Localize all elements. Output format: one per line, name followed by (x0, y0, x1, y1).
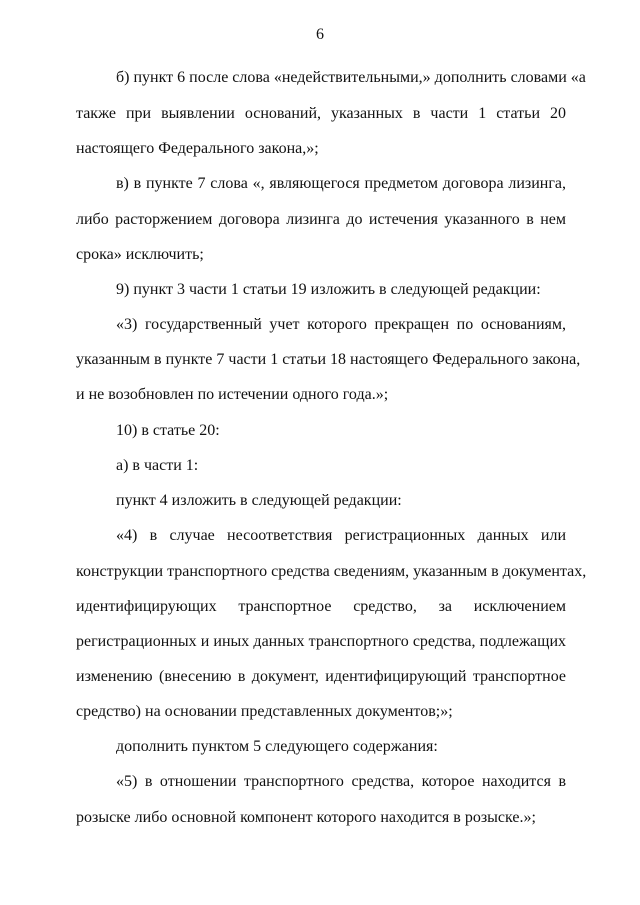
text-line: б) пункт 6 после слова «недействительными,» дополнить словами «а (116, 69, 586, 86)
text-line: изменению (внесению в документ, идентифицирующий транспортное (76, 668, 566, 685)
text-line: розыске либо основной компонент которого находится в розыске.»; (76, 809, 536, 826)
text-line: «4) в случае несоответствия регистрационных данных или (116, 527, 566, 544)
text-line: 10) в статье 20: (116, 422, 220, 439)
text-line: пункт 4 изложить в следующей редакции: (116, 492, 402, 509)
text-line: идентифицирующих транспортное средство, за исключением (76, 598, 566, 615)
page-number: 6 (316, 26, 324, 43)
text-line: срока» исключить; (76, 246, 204, 263)
text-line: в) в пункте 7 слова «, являющегося предметом договора лизинга, (116, 175, 566, 192)
text-line: «5) в отношении транспортного средства, которое находится в (116, 773, 566, 790)
text-line: а) в части 1: (116, 457, 199, 474)
text-line: дополнить пунктом 5 следующего содержания: (116, 738, 438, 755)
text-line: и не возобновлен по истечении одного года.»; (76, 386, 389, 403)
text-line: средство) на основании представленных документов;»; (76, 703, 453, 720)
text-line: указанным в пункте 7 части 1 статьи 18 настоящего Федерального закона, (76, 351, 581, 368)
text-line: «3) государственный учет которого прекращен по основаниям, (116, 316, 566, 333)
text-line: настоящего Федерального закона,»; (76, 140, 319, 157)
text-line: регистрационных и иных данных транспортного средства, подлежащих (76, 633, 566, 650)
text-line: 9) пункт 3 части 1 статьи 19 изложить в следующей редакции: (116, 281, 541, 298)
text-line: либо расторжением договора лизинга до истечения указанного в нем (76, 211, 566, 228)
text-line: конструкции транспортного средства сведениям, указанным в документах, (76, 563, 587, 580)
text-line: также при выявлении оснований, указанных в части 1 статьи 20 (76, 105, 566, 122)
